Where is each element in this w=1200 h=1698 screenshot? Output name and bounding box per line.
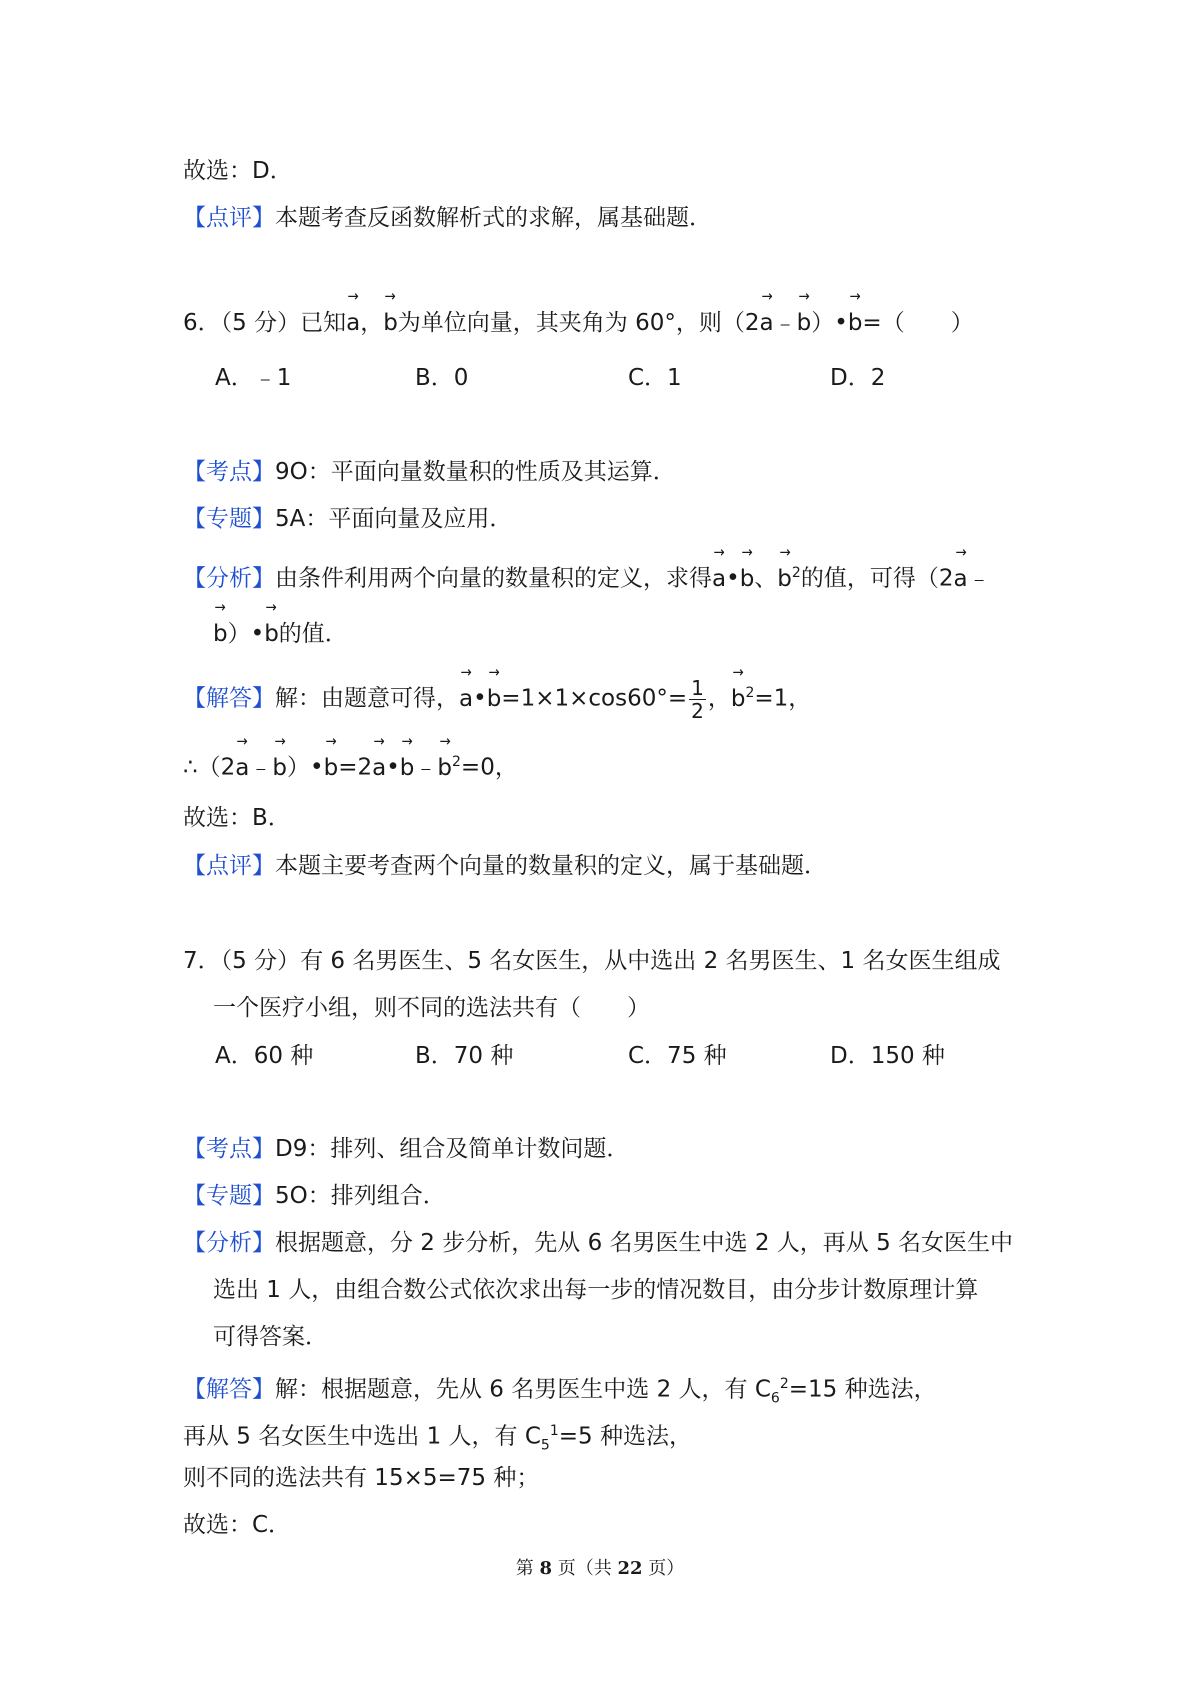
footer-pre: 第 <box>515 1558 540 1579</box>
q7-option-b: B．70 种 <box>415 1043 514 1069</box>
fenxi-text: 根据题意，分 2 步分析，先从 6 名男医生中选 2 人，再从 5 名女医生中 <box>275 1230 1014 1256</box>
dot-operator: • <box>386 754 400 781</box>
choice-text: 故选：C． <box>183 1512 292 1538</box>
vector-a: → a <box>459 682 473 716</box>
q6-stem-text-2: 为单位向量，其夹角为 60°，则（2 <box>397 310 760 336</box>
q7-jieda-2 <box>183 1414 692 1462</box>
q6-stem <box>183 306 974 340</box>
jieda-text-3: =1， <box>754 685 812 712</box>
q7-kaodian <box>183 1132 629 1166</box>
choice-line <box>183 154 293 188</box>
review-text: 本题考查反函数解析式的求解，属基础题． <box>275 205 712 231</box>
therefore-text-2: =2 <box>338 754 373 781</box>
review-text: 本题主要考查两个向量的数量积的定义，属于基础题． <box>275 853 827 879</box>
vector-a: → a <box>372 751 386 785</box>
choice-text: 故选：D． <box>183 158 293 184</box>
q7-zhuanti <box>183 1179 446 1213</box>
q6-kaodian <box>183 455 676 489</box>
minus-sign: ﹣ <box>414 754 438 781</box>
jieda-text-2: 再从 5 名女医生中选出 1 人，有 C <box>183 1423 541 1450</box>
vector-b: → b <box>400 751 415 785</box>
fraction-half <box>689 677 706 722</box>
footer-post: 页） <box>642 1558 685 1579</box>
therefore-text: ∴（2 <box>183 754 236 781</box>
jieda-text-2: =1×1×cos60°= <box>501 685 688 712</box>
dot-operator: • <box>726 565 740 592</box>
footer-mid: 页（共 <box>552 1558 618 1579</box>
vector-b: → b <box>324 751 339 785</box>
combination-sub: 6 <box>770 1390 780 1407</box>
square-exp: 2 <box>745 685 755 701</box>
vector-b: → b <box>272 751 287 785</box>
jieda-text-3: 则不同的选法共有 15×5=75 种； <box>183 1465 540 1491</box>
dot-operator: • <box>473 685 487 712</box>
q7-stem-text: 7．（5 分）有 6 名男医生、5 名女医生，从中选出 2 名男医生、1 名女医生组成 <box>183 948 1001 974</box>
comma: ， <box>360 310 384 336</box>
vector-b: → b <box>487 682 502 716</box>
minus-sign: ﹣ <box>249 754 273 781</box>
q6-fenxi <box>183 556 991 596</box>
therefore-text-3: =0， <box>460 754 518 781</box>
combination-sup: 1 <box>549 1423 559 1439</box>
vector-b: → b <box>777 562 792 596</box>
q7-fenxi <box>183 1226 1013 1260</box>
page-footer <box>0 1554 1200 1580</box>
q7-jieda-3 <box>183 1461 539 1495</box>
kaodian-tag: 【考点】 <box>183 459 275 485</box>
page-number: 8 <box>539 1558 552 1579</box>
combination-sub: 5 <box>540 1437 550 1454</box>
review-line <box>183 201 712 235</box>
vector-a: → a <box>235 751 249 785</box>
vector-b: → b <box>731 682 746 716</box>
q6-therefore <box>183 745 518 785</box>
fraction-numerator: 1 <box>691 675 704 700</box>
zhuanti-tag: 【专题】 <box>183 1183 275 1209</box>
fenxi-text: 由条件利用两个向量的数量积的定义，求得 <box>275 565 712 592</box>
fraction-denominator: 2 <box>691 698 704 723</box>
fenxi-text-2: 的值，可得（2 <box>800 565 954 592</box>
choice-text: 故选：B． <box>183 805 291 831</box>
dot-operator: ）• <box>287 754 324 781</box>
kaodian-tag: 【考点】 <box>183 1136 275 1162</box>
review-tag: 【点评】 <box>183 853 275 879</box>
jieda-text: 解：根据题意，先从 6 名男医生中选 2 人，有 C <box>275 1376 771 1403</box>
q7-choice-line <box>183 1508 291 1542</box>
jieda-tag: 【解答】 <box>183 1376 275 1403</box>
q6-option-b: B．0 <box>415 365 469 391</box>
square-exp: 2 <box>452 754 461 770</box>
fenxi-text-3: 的值． <box>278 621 348 647</box>
q6-option-c: C．1 <box>628 365 682 391</box>
vector-a: → a <box>712 562 726 596</box>
q7-stem-text-2: 一个医疗小组，则不同的选法共有（ ） <box>213 995 650 1021</box>
zhuanti-tag: 【专题】 <box>183 506 275 532</box>
vector-a: → a <box>953 562 967 596</box>
q6-jieda <box>183 676 811 722</box>
review-tag: 【点评】 <box>183 205 275 231</box>
kaodian-text: 9O：平面向量数量积的性质及其运算． <box>275 459 676 485</box>
fenxi-tag: 【分析】 <box>183 565 275 592</box>
jieda-tag: 【解答】 <box>183 685 275 712</box>
q6-option-a: A．﹣1 <box>215 365 292 391</box>
zhuanti-text: 5A：平面向量及应用． <box>275 506 513 532</box>
q7-option-c: C．75 种 <box>628 1043 727 1069</box>
fenxi-text-2: 选出 1 人，由组合数公式依次求出每一步的情况数目，由分步计数原理计算 <box>213 1277 979 1303</box>
jieda-text: 解：由题意可得， <box>275 685 459 712</box>
zhuanti-text: 5O：排列组合． <box>275 1183 446 1209</box>
q7-option-d: D．150 种 <box>830 1043 945 1069</box>
answer-blank: =（ ） <box>862 310 974 336</box>
q6-stem-text: 6．（5 分）已知 <box>183 310 347 336</box>
q7-option-a: A．60 种 <box>215 1043 314 1069</box>
q6-review-line <box>183 849 827 883</box>
kaodian-text: D9：排列、组合及简单计数问题． <box>275 1136 630 1162</box>
combination-sup: 2 <box>779 1376 789 1392</box>
minus-sign: ﹣ <box>967 565 991 592</box>
square-exp: 2 <box>791 565 801 581</box>
vector-b: → b <box>437 751 452 785</box>
fenxi-text-3: 可得答案． <box>213 1324 328 1350</box>
dun-sign: 、 <box>754 565 778 592</box>
comma: ， <box>707 685 731 712</box>
q7-jieda <box>183 1367 937 1415</box>
q7-stem <box>183 944 1000 978</box>
vector-b: → b <box>264 617 279 651</box>
q7-fenxi-cont-2 <box>213 1320 328 1354</box>
vector-a: → a <box>346 306 360 340</box>
q7-fenxi-cont-1 <box>213 1273 978 1307</box>
q6-option-d: D．2 <box>830 365 886 391</box>
vector-a: → a <box>760 306 774 340</box>
vector-b: → b <box>848 306 863 340</box>
vector-b: → b <box>213 617 228 651</box>
vector-b: → b <box>797 306 812 340</box>
jieda-text-b: =15 种选法， <box>788 1376 937 1403</box>
q6-zhuanti <box>183 502 512 536</box>
jieda-text-2b: =5 种选法， <box>558 1423 692 1450</box>
q6-fenxi-cont <box>213 617 348 651</box>
dot-operator: ）• <box>811 310 848 336</box>
page-total: 22 <box>617 1558 643 1579</box>
vector-b: → b <box>383 306 398 340</box>
minus-sign: ﹣ <box>773 310 797 336</box>
vector-b: → b <box>740 562 755 596</box>
q7-stem-cont <box>213 991 650 1025</box>
fenxi-tag: 【分析】 <box>183 1230 275 1256</box>
q6-choice-line <box>183 801 291 835</box>
dot-operator: ）• <box>227 621 265 647</box>
